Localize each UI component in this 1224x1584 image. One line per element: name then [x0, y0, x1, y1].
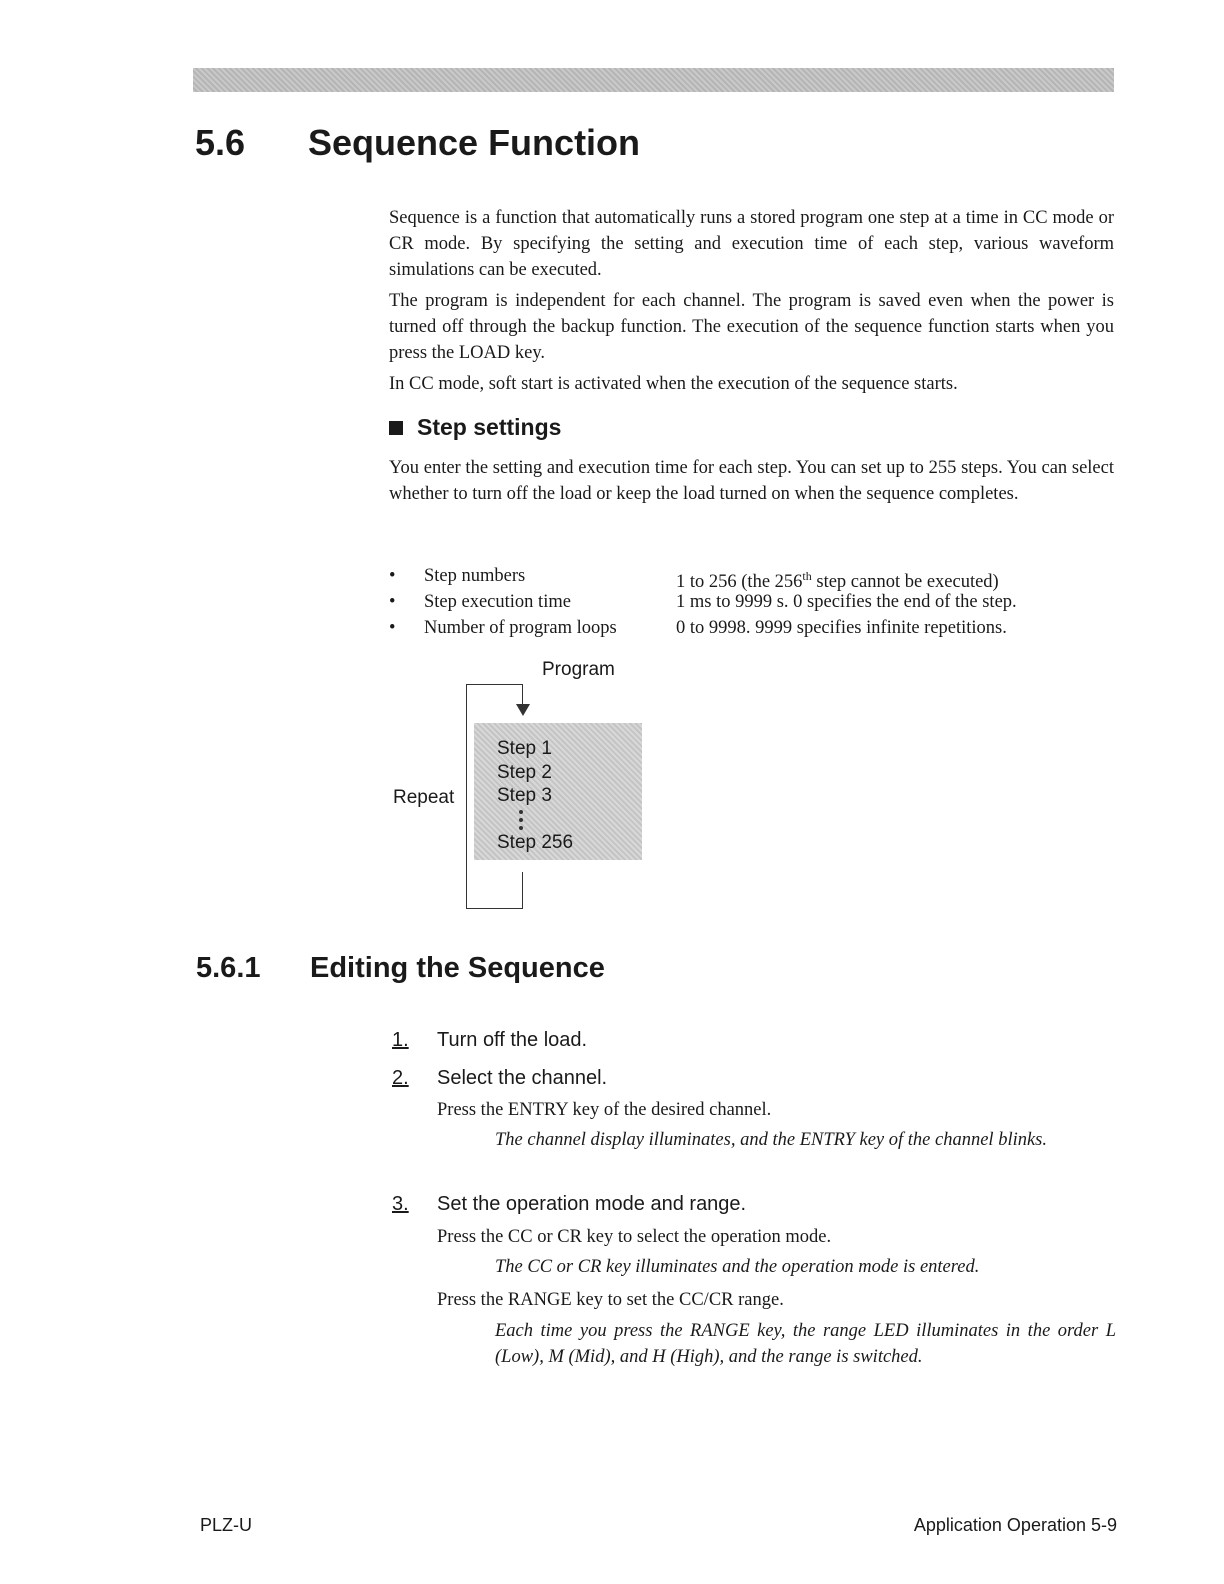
loop-line — [466, 684, 467, 909]
step-settings-description: You enter the setting and execution time for each step. You can set up to 255 steps. You can select whether to turn off the load or keep the load turned on when the sequence completes. — [389, 458, 1114, 504]
list-item — [389, 615, 1119, 641]
section-title: Sequence Function — [308, 122, 641, 163]
repeat-label: Repeat — [393, 787, 455, 808]
procedure-result: The channel display illuminates, and the ENTRY key of the channel blinks. — [495, 1130, 1048, 1150]
procedure-instruction: Press the RANGE key to set the CC/CR range. — [437, 1290, 784, 1310]
list-item — [389, 563, 1119, 593]
spec-value: 1 ms to 9999 s. 0 specifies the end of the step. — [676, 592, 1017, 612]
step-settings-heading-text: Step settings — [417, 414, 562, 440]
list-item — [389, 589, 1119, 615]
loop-line — [466, 908, 523, 909]
procedure-step-number: 1. — [392, 1029, 409, 1051]
bullet-dot-icon: • — [389, 592, 396, 612]
step-settings-heading — [389, 414, 561, 441]
spec-label: Number of program loops — [424, 618, 617, 638]
loop-line — [522, 872, 523, 909]
spec-label: Step numbers — [424, 566, 526, 586]
procedure-step-text: Select the channel. — [437, 1067, 608, 1089]
intro-paragraph-3: In CC mode, soft start is activated when the execution of the sequence starts. — [389, 374, 958, 394]
step-label: Step 3 — [497, 785, 552, 806]
procedure-step-text: Turn off the load. — [437, 1029, 588, 1051]
intro-paragraph-1: Sequence is a function that automatically runs a stored program one step at a time in CC mode or CR mode. By specifying the setting and execution time of each step, various waveform simulations can be executed. — [389, 208, 1114, 280]
subsection-number: 5.6.1 — [196, 952, 261, 984]
procedure-step-text: Set the operation mode and range. — [437, 1193, 747, 1215]
bullet-dot-icon: • — [389, 618, 396, 638]
step-label: Step 256 — [497, 832, 574, 853]
procedure-instruction: Press the ENTRY key of the desired channel. — [437, 1100, 772, 1120]
spec-value: 0 to 9998. 9999 specifies infinite repetitions. — [676, 618, 1007, 638]
footer-product: PLZ-U — [200, 1515, 253, 1535]
loop-line — [466, 684, 523, 685]
program-label: Program — [542, 659, 615, 680]
section-number: 5.6 — [195, 122, 246, 163]
step-settings-list — [389, 563, 1119, 641]
procedure-result: The CC or CR key illuminates and the operation mode is entered. — [495, 1257, 980, 1277]
procedure-instruction: Press the CC or CR key to select the operation mode. — [437, 1227, 832, 1247]
bullet-dot-icon: • — [389, 566, 396, 586]
subsection-title: Editing the Sequence — [310, 952, 605, 984]
step-label: Step 1 — [497, 738, 552, 759]
footer-page: Application Operation 5-9 — [913, 1515, 1117, 1535]
procedure-step-number: 2. — [392, 1067, 409, 1089]
procedure-result: Each time you press the RANGE key, the range LED illuminates in the order L (Low), M (Mid), and H (High), and the range is switched. — [495, 1321, 1116, 1367]
intro-paragraph-2: The program is independent for each channel. The program is saved even when the power is turned off through the backup function. The execution of the sequence function starts when you press the LOAD key. — [389, 291, 1114, 363]
loop-line — [522, 684, 523, 704]
arrow-down-icon — [516, 704, 530, 716]
header-band — [193, 68, 1114, 92]
step-label: Step 2 — [497, 762, 552, 783]
spec-label: Step execution time — [424, 592, 571, 612]
vertical-ellipsis-icon — [519, 810, 524, 834]
procedure-step-number: 3. — [392, 1193, 409, 1215]
square-bullet-icon — [389, 421, 403, 435]
spec-value: 1 to 256 (the 256th step cannot be executed) — [676, 569, 999, 593]
